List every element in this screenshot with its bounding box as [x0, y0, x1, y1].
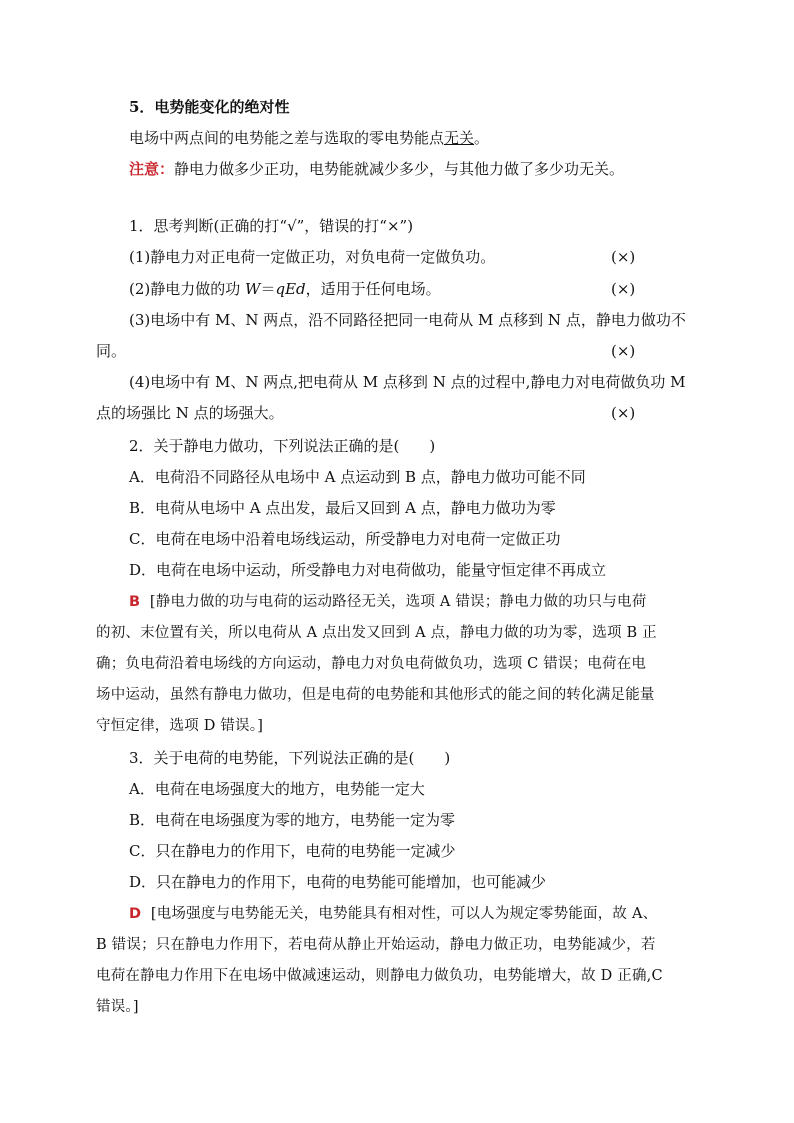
- q3-explanation-line-2: B 错误；只在静电力作用下，若电荷从静止开始运动，静电力做正功，电势能减少，若: [96, 937, 656, 953]
- q3-title: 3．关于电荷的电势能，下列说法正确的是( ): [129, 749, 451, 767]
- q3-explanation-line-1: [129, 904, 657, 924]
- q1-item-2-mark: (×): [611, 280, 636, 298]
- q3-option-d: D．只在静电力的作用下，电荷的电势能可能增加，也可能减少: [129, 873, 547, 891]
- q3-option-a: A．电荷在电场强度大的地方，电势能一定大: [129, 780, 425, 798]
- section-title: 5．电势能变化的绝对性: [129, 98, 290, 116]
- q2-explanation-line-5: 守恒定律，选项 D 错误。]: [96, 718, 264, 734]
- q2-title: 2．关于静电力做功，下列说法正确的是( ): [129, 437, 436, 455]
- formula-eq: ＝: [260, 280, 276, 298]
- formula-w: W: [245, 280, 261, 298]
- q3-explanation-line-3: 电荷在静电力作用下在电场中做减速运动，则静电力做负功，电势能增大，故 D 正确,C: [96, 968, 663, 984]
- q1-item-4-mark: (×): [611, 404, 636, 422]
- section-body-suffix: 。: [474, 129, 490, 147]
- q2-explanation-line-2: 的初、末位置有关，所以电荷从 A 点出发又回到 A 点，静电力做的功为零，选项 B 正: [96, 625, 657, 641]
- note-label: 注意：: [129, 160, 175, 178]
- section-note: [129, 159, 624, 179]
- formula-d: d: [296, 280, 306, 298]
- section-body-prefix: 电场中两点间的电势能之差与选取的零电势能点: [129, 129, 445, 147]
- q3-explanation-line-4: 错误。]: [96, 999, 139, 1015]
- q1-item-3-line2: 同。: [96, 342, 127, 360]
- q1-item-2-text-a: (2)静电力做的功: [129, 280, 246, 298]
- formula-e: E: [285, 280, 297, 298]
- q1-item-4-line1: (4)电场中有 M、N 两点,把电荷从 M 点移到 N 点的过程中,静电力对电荷做负功 M: [129, 373, 686, 391]
- q1-item-4-line2: 点的场强比 N 点的场强大。: [96, 404, 284, 422]
- section-body-underlined: 无关: [444, 129, 475, 147]
- q1-item-1: (1)静电力对正电荷一定做正功，对负电荷一定做负功。: [129, 248, 496, 266]
- q2-option-d: D．电荷在电场中运动，所受静电力对电荷做功，能量守恒定律不再成立: [129, 561, 607, 579]
- q1-title: [129, 216, 413, 236]
- q1-item-2-text-b: ，适用于任何电场。: [305, 280, 441, 298]
- q2-explanation-line-1: [129, 592, 646, 612]
- q1-item-3-line1: (3)电场中有 M、N 两点，沿不同路径把同一电荷从 M 点移到 N 点，静电力做功不: [129, 311, 686, 329]
- q2-answer: B: [129, 594, 141, 610]
- q1-item-2: [129, 279, 441, 299]
- q2-option-a: A．电荷沿不同路径从电场中 A 点运动到 B 点，静电力做功可能不同: [129, 468, 586, 486]
- q2-explanation-line-4: 场中运动，虽然有静电力做功，但是电荷的电势能和其他形式的能之间的转化满足能量: [96, 687, 655, 703]
- q1-item-3-mark: (×): [611, 342, 636, 360]
- q3-option-c: C．只在静电力的作用下，电荷的电势能一定减少: [129, 842, 456, 860]
- q2-explanation-line-3: 确；负电荷沿着电场线的方向运动，静电力对负电荷做负功，选项 C 错误；电荷在电: [96, 656, 647, 672]
- q3-answer: D: [129, 906, 142, 922]
- note-text: 静电力做多少正功，电势能就减少多少，与其他力做了多少功无关。: [174, 160, 625, 178]
- section-body: [129, 128, 489, 148]
- q1-title-text: 1．思考判断(正确的打“√”，错误的打“×”): [129, 217, 414, 235]
- q3-explanation-text-1: [电场强度与电势能无关，电势能具有相对性，可以人为规定零势能面，故 A、: [150, 906, 658, 922]
- formula-q: q: [275, 280, 286, 298]
- q2-option-c: C．电荷在电场中沿着电场线运动，所受静电力对电荷一定做正功: [129, 530, 561, 548]
- q2-option-b: B．电荷从电场中 A 点出发，最后又回到 A 点，静电力做功为零: [129, 499, 556, 517]
- q3-option-b: B．电荷在电场强度为零的地方，电势能一定为零: [129, 811, 456, 829]
- q2-explanation-text-1: [静电力做的功与电荷的运动路径无关，选项 A 错误；静电力做的功只与电荷: [149, 594, 647, 610]
- q1-item-1-mark: (×): [611, 248, 636, 266]
